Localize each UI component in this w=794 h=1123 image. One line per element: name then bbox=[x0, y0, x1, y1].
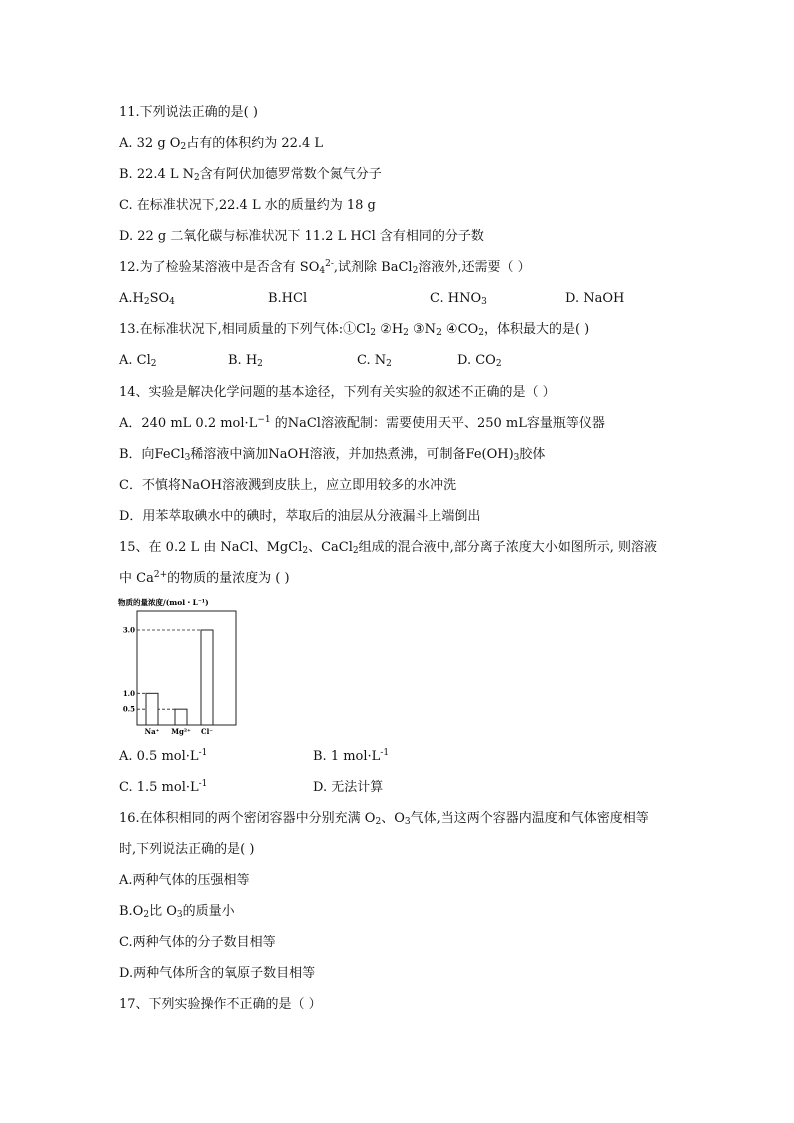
q16-option-d: D.两种气体所含的氧原子数目相等 bbox=[119, 966, 316, 981]
q12-option-d: D. NaOH bbox=[565, 291, 625, 306]
q15-option-d: D. 无法计算 bbox=[313, 780, 384, 795]
chart-x-tick-label: Cl⁻ bbox=[201, 727, 213, 736]
q15-stem-line2: 中 $Ca^{2+}$的物质的量浓度为 ( ) bbox=[119, 570, 290, 586]
q13-option-b: B. $H_2$ bbox=[228, 353, 263, 369]
chart-bar-2 bbox=[201, 630, 213, 725]
q15-option-c: C. 1.5 $mol\cdot L^{-1}$ bbox=[119, 779, 208, 795]
q16-option-b: $B.O_2$比 $O_3$的质量小 bbox=[119, 904, 235, 920]
chart-title: 物质的量浓度/(mol・L⁻¹) bbox=[118, 598, 209, 607]
q11-option-c: C. 在标准状况下,22.4 L 水的质量约为 18 g bbox=[119, 198, 376, 213]
q16-stem-line1: 16.在体积相同的两个密闭容器中分别充满 $O_2$、$O_3$气体,当这两个容器内温度和气体密度相等 bbox=[119, 811, 649, 827]
q13-option-c: C. $N_2$ bbox=[357, 353, 392, 369]
q17-stem: 17、下列实验操作不正确的是（ ） bbox=[119, 997, 322, 1012]
q15-option-b: B. 1 $mol\cdot L^{-1}$ bbox=[313, 748, 390, 764]
chart-x-tick-label: Na⁺ bbox=[144, 727, 160, 736]
q13-option-a: A. $Cl_2$ bbox=[119, 353, 157, 369]
q14-option-a: A．240 mL 0.2 $mol\cdot L^{-1}$ 的NaCl溶液配制：需要使用天平、250 mL容量瓶等仪器 bbox=[119, 415, 605, 431]
q14-option-d: D．用苯萃取碘水中的碘时，萃取后的油层从分液漏斗上端倒出 bbox=[119, 509, 481, 524]
ion-concentration-bar-chart bbox=[114, 594, 244, 744]
q12-option-a: $A.H_2SO_4$ bbox=[119, 291, 175, 307]
chart-y-tick-label: 0.5 bbox=[122, 704, 135, 714]
q16-option-a: A.两种气体的压强相等 bbox=[119, 873, 250, 888]
q15-option-a: A. 0.5 $mol\cdot L^{-1}$ bbox=[119, 748, 208, 764]
chart-x-tick-label: Mg²⁺ bbox=[171, 727, 191, 736]
chart-y-tick-label: 1.0 bbox=[122, 688, 135, 698]
q16-option-c: C.两种气体的分子数目相等 bbox=[119, 935, 276, 950]
q11-option-d: D. 22 g 二氧化碳与标准状况下 11.2 L HCl 含有相同的分子数 bbox=[119, 229, 484, 244]
q11-stem: 11.下列说法正确的是( ) bbox=[119, 105, 258, 120]
q11-option-b: B. 22.4 L $N_2$含有阿伏加德罗常数个氮气分子 bbox=[119, 167, 382, 183]
chart-bar-1 bbox=[175, 709, 187, 725]
q15-stem-line1: 15、在 0.2 L 由 NaCl、MgCl$_2$、CaCl$_2$组成的混合液中,部分离子浓度大小如图所示, 则溶液 bbox=[119, 540, 658, 556]
q14-stem: 14、实验是解决化学问题的基本途径，下列有关实验的叙述不正确的是（ ） bbox=[119, 385, 556, 400]
q12-stem: 12.为了检验某溶液中是否含有 $SO_4^{2-}$,试剂除 BaCl$_2$溶液外,还需要（ ） bbox=[119, 259, 531, 276]
chart-y-tick-label: 3.0 bbox=[122, 625, 135, 635]
chart-bar-0 bbox=[146, 693, 158, 725]
q14-option-b: B．向FeCl$_3$稀溶液中滴加NaOH溶液，并加热煮沸，可制备$Fe(OH)_3$胶体 bbox=[119, 447, 546, 463]
q14-option-c: C．不慎将NaOH溶液溅到皮肤上，应立即用较多的水冲洗 bbox=[119, 478, 457, 493]
q12-option-b: B.HCl bbox=[268, 291, 308, 306]
q12-option-c: C. $HNO_3$ bbox=[430, 291, 487, 307]
q16-stem-line2: 时,下列说法正确的是( ) bbox=[119, 842, 255, 857]
q11-option-a: A. 32 g $O_2$占有的体积约为 22.4 L bbox=[119, 136, 324, 152]
q13-option-d: D. $CO_2$ bbox=[457, 353, 502, 369]
q13-stem: 13.在标准状况下,相同质量的下列气体$:①Cl_2$ $②H_2$ $③N_2$ $④CO_2$，体积最大的是( ) bbox=[119, 322, 590, 338]
